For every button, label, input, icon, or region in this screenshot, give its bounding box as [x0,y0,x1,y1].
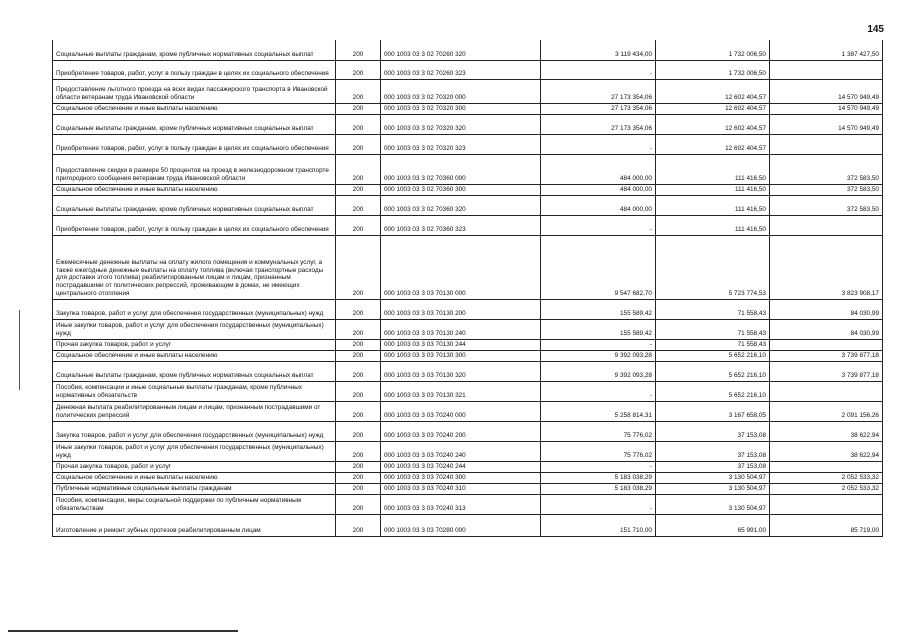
row-executed-amount: 12 602 404,57 [656,103,770,114]
row-budget-code: 000 1003 03 3 02 70360 320 [381,195,541,215]
row-executed-amount: 111 416,50 [656,215,770,235]
margin-mark [19,310,20,390]
table-row [53,350,883,361]
row-budget-code: 000 1003 03 3 03 70130 000 [381,235,541,299]
row-unexecuted-amount: 1 387 427,50 [770,40,883,60]
row-unexecuted-amount: 85 719,00 [770,514,883,536]
row-executed-amount: 12 602 404,57 [656,134,770,154]
row-unexecuted-amount: 3 739 877,18 [770,361,883,381]
row-unexecuted-amount: 14 570 949,49 [770,79,883,103]
table-row [53,401,883,421]
table-row [53,114,883,134]
row-name: Иные закупки товаров, работ и услуг для обеспечения государственных (муниципальных) нужд [53,319,336,339]
page-number: 145 [867,24,884,35]
row-unexecuted-amount: 38 622,94 [770,441,883,461]
row-line-code: 200 [336,514,381,536]
row-line-code: 200 [336,361,381,381]
row-approved-amount: 9 392 093,28 [541,361,656,381]
row-executed-amount: 71 558,43 [656,299,770,319]
row-executed-amount: 5 652 216,10 [656,361,770,381]
row-unexecuted-amount: 3 739 877,18 [770,350,883,361]
row-unexecuted-amount: 3 823 908,17 [770,235,883,299]
row-unexecuted-amount [770,339,883,350]
row-unexecuted-amount: 14 570 949,49 [770,114,883,134]
row-unexecuted-amount: 372 583,50 [770,154,883,184]
table-row [53,134,883,154]
row-executed-amount: 37 153,08 [656,441,770,461]
row-line-code: 200 [336,472,381,483]
row-executed-amount: 3 167 658,05 [656,401,770,421]
table-row [53,339,883,350]
row-name: Предоставление скидки в размере 50 процентов на проезд в железнодорожном транспорте пригородного сообщения ветеранам труда Ивановской области [53,154,336,184]
row-unexecuted-amount [770,494,883,514]
row-approved-amount: 75 776,02 [541,441,656,461]
row-executed-amount: 37 153,08 [656,461,770,472]
row-budget-code: 000 1003 03 3 02 70360 300 [381,184,541,195]
row-line-code: 200 [336,350,381,361]
table-row [53,79,883,103]
row-executed-amount: 71 558,43 [656,339,770,350]
row-name: Ежемесячные денежные выплаты на оплату жилого помещения и коммунальных услуг, а также ежегодные денежные выплаты на оплату топлива (включая транспортные расходы для доставки этого топлива) реабилитированным лицам и лицам, признанным пострадавшими от политических репрессий, проживающим в домах, не имеющих центрального отопления [53,235,336,299]
row-unexecuted-amount: 84 030,99 [770,299,883,319]
row-name: Социальное обеспечение и иные выплаты населению [53,103,336,114]
row-unexecuted-amount: 14 570 949,49 [770,103,883,114]
row-line-code: 200 [336,40,381,60]
row-approved-amount: 5 183 038,29 [541,483,656,494]
row-executed-amount: 3 130 504,97 [656,483,770,494]
row-line-code: 200 [336,114,381,134]
row-budget-code: 000 1003 03 3 03 70130 321 [381,381,541,401]
table-row [53,441,883,461]
row-executed-amount: 71 558,43 [656,319,770,339]
row-name: Предоставление льготного проезда на всех видах пассажирского транспорта в Ивановской области ветеранам труда Ивановской области [53,79,336,103]
row-line-code: 200 [336,299,381,319]
row-name: Приобретение товаров, работ, услуг в пользу граждан в целях их социального обеспечения [53,215,336,235]
row-executed-amount: 5 652 216,10 [656,381,770,401]
row-budget-code: 000 1003 03 3 02 70260 320 [381,40,541,60]
row-approved-amount: 155 589,42 [541,319,656,339]
row-budget-code: 000 1003 03 3 03 70130 240 [381,319,541,339]
row-unexecuted-amount [770,215,883,235]
row-approved-amount: 27 173 354,06 [541,114,656,134]
row-budget-code: 000 1003 03 3 03 70240 310 [381,483,541,494]
row-unexecuted-amount: 2 091 156,26 [770,401,883,421]
table-row [53,361,883,381]
row-budget-code: 000 1003 03 3 02 70320 323 [381,134,541,154]
table-row [53,461,883,472]
row-line-code: 200 [336,494,381,514]
row-unexecuted-amount [770,134,883,154]
row-budget-code: 000 1003 03 3 03 70240 240 [381,441,541,461]
row-name: Пособия, компенсации, меры социальной поддержки по публичным нормативным обязательствам [53,494,336,514]
row-name: Социальные выплаты гражданам, кроме публичных нормативных социальных выплат [53,195,336,215]
row-unexecuted-amount: 2 052 533,32 [770,483,883,494]
row-line-code: 200 [336,339,381,350]
row-approved-amount: 484 000,00 [541,154,656,184]
row-name: Приобретение товаров, работ, услуг в пользу граждан в целях их социального обеспечения [53,60,336,79]
row-name: Социальные выплаты гражданам, кроме публичных нормативных социальных выплат [53,361,336,381]
row-approved-amount: 3 119 434,00 [541,40,656,60]
row-approved-amount: 27 173 354,06 [541,79,656,103]
row-line-code: 200 [336,381,381,401]
row-line-code: 200 [336,103,381,114]
row-budget-code: 000 1003 03 3 03 70240 000 [381,401,541,421]
row-line-code: 200 [336,215,381,235]
row-budget-code: 000 1003 03 3 03 70130 200 [381,299,541,319]
row-unexecuted-amount [770,461,883,472]
row-approved-amount: 5 258 814,31 [541,401,656,421]
row-budget-code: 000 1003 03 3 02 70320 000 [381,79,541,103]
table-row [53,103,883,114]
row-line-code: 200 [336,184,381,195]
table-row [53,40,883,60]
row-name: Социальные выплаты гражданам, кроме публичных нормативных социальных выплат [53,114,336,134]
table-row [53,494,883,514]
row-name: Пособия, компенсации и иные социальные выплаты гражданам, кроме публичных нормативных обязательств [53,381,336,401]
footnote-rule [8,630,238,632]
row-line-code: 200 [336,79,381,103]
row-approved-amount: 75 776,02 [541,421,656,441]
row-executed-amount: 65 991,00 [656,514,770,536]
row-name: Прочая закупка товаров, работ и услуг [53,339,336,350]
row-executed-amount: 3 130 504,97 [656,472,770,483]
row-unexecuted-amount [770,381,883,401]
row-unexecuted-amount [770,60,883,79]
row-name: Изготовление и ремонт зубных протезов реабилитированным лицам [53,514,336,536]
row-approved-amount: 9 392 093,28 [541,350,656,361]
row-budget-code: 000 1003 03 3 02 70360 323 [381,215,541,235]
row-executed-amount: 37 153,08 [656,421,770,441]
row-unexecuted-amount: 2 052 533,32 [770,472,883,483]
row-approved-amount: 155 589,42 [541,299,656,319]
row-executed-amount: 1 732 006,50 [656,40,770,60]
table-row [53,195,883,215]
row-name: Иные закупки товаров, работ и услуг для обеспечения государственных (муниципальных) нужд [53,441,336,461]
row-line-code: 200 [336,461,381,472]
row-executed-amount: 111 416,50 [656,195,770,215]
row-executed-amount: 12 602 404,57 [656,114,770,134]
row-unexecuted-amount: 372 583,50 [770,195,883,215]
row-line-code: 200 [336,134,381,154]
table-row [53,421,883,441]
row-unexecuted-amount: 38 622,94 [770,421,883,441]
row-line-code: 200 [336,195,381,215]
row-budget-code: 000 1003 03 3 03 70240 200 [381,421,541,441]
row-line-code: 200 [336,60,381,79]
row-name: Социальное обеспечение и иные выплаты населению [53,184,336,195]
row-budget-code: 000 1003 03 3 02 70360 000 [381,154,541,184]
row-name: Приобретение товаров, работ, услуг в пользу граждан в целях их социального обеспечения [53,134,336,154]
row-budget-code: 000 1003 03 3 03 70240 313 [381,494,541,514]
table-row [53,472,883,483]
row-name: Социальное обеспечение и иные выплаты населению [53,472,336,483]
row-budget-code: 000 1003 03 3 02 70320 320 [381,114,541,134]
row-executed-amount: 12 602 404,57 [656,79,770,103]
row-budget-code: 000 1003 03 3 03 70130 244 [381,339,541,350]
row-executed-amount: 1 732 006,50 [656,60,770,79]
row-approved-amount: 484 000,00 [541,184,656,195]
table-row [53,60,883,79]
row-executed-amount: 5 723 774,53 [656,235,770,299]
row-budget-code: 000 1003 03 3 03 70240 244 [381,461,541,472]
row-approved-amount: - [541,494,656,514]
row-line-code: 200 [336,154,381,184]
table-row [53,299,883,319]
table-row [53,235,883,299]
row-executed-amount: 111 416,50 [656,184,770,195]
table-row [53,514,883,536]
row-line-code: 200 [336,319,381,339]
table-row [53,483,883,494]
budget-table [52,40,883,537]
row-executed-amount: 111 416,50 [656,154,770,184]
row-approved-amount: - [541,134,656,154]
row-budget-code: 000 1003 03 3 03 70240 300 [381,472,541,483]
table-row [53,319,883,339]
row-budget-code: 000 1003 03 3 02 70260 323 [381,60,541,79]
row-name: Денежная выплата реабилитированным лицам и лицам, признанным пострадавшими от политических репрессий [53,401,336,421]
row-name: Закупка товаров, работ и услуг для обеспечения государственных (муниципальных) нужд [53,299,336,319]
row-approved-amount: 484 000,00 [541,195,656,215]
row-approved-amount: - [541,461,656,472]
budget-table-body [53,40,883,536]
row-line-code: 200 [336,483,381,494]
row-name: Социальные выплаты гражданам, кроме публичных нормативных социальных выплат [53,40,336,60]
row-budget-code: 000 1003 03 3 03 70130 300 [381,350,541,361]
row-approved-amount: - [541,60,656,79]
row-budget-code: 000 1003 03 3 03 70130 320 [381,361,541,381]
row-line-code: 200 [336,401,381,421]
row-line-code: 200 [336,421,381,441]
row-approved-amount: - [541,381,656,401]
table-row [53,381,883,401]
row-executed-amount: 5 652 216,10 [656,350,770,361]
row-approved-amount: 9 547 682,70 [541,235,656,299]
table-row [53,154,883,184]
row-line-code: 200 [336,441,381,461]
row-approved-amount: 5 183 038,29 [541,472,656,483]
row-approved-amount: - [541,215,656,235]
row-unexecuted-amount: 84 030,99 [770,319,883,339]
row-name: Прочая закупка товаров, работ и услуг [53,461,336,472]
row-line-code: 200 [336,235,381,299]
row-unexecuted-amount: 372 583,50 [770,184,883,195]
row-budget-code: 000 1003 03 3 03 70280 000 [381,514,541,536]
row-executed-amount: 3 130 504,97 [656,494,770,514]
row-name: Социальное обеспечение и иные выплаты населению [53,350,336,361]
row-approved-amount: - [541,339,656,350]
table-row [53,215,883,235]
row-name: Публичные нормативные социальные выплаты гражданам [53,483,336,494]
row-name: Закупка товаров, работ и услуг для обеспечения государственных (муниципальных) нужд [53,421,336,441]
row-budget-code: 000 1003 03 3 02 70320 300 [381,103,541,114]
table-row [53,184,883,195]
row-approved-amount: 151 710,00 [541,514,656,536]
row-approved-amount: 27 173 354,06 [541,103,656,114]
